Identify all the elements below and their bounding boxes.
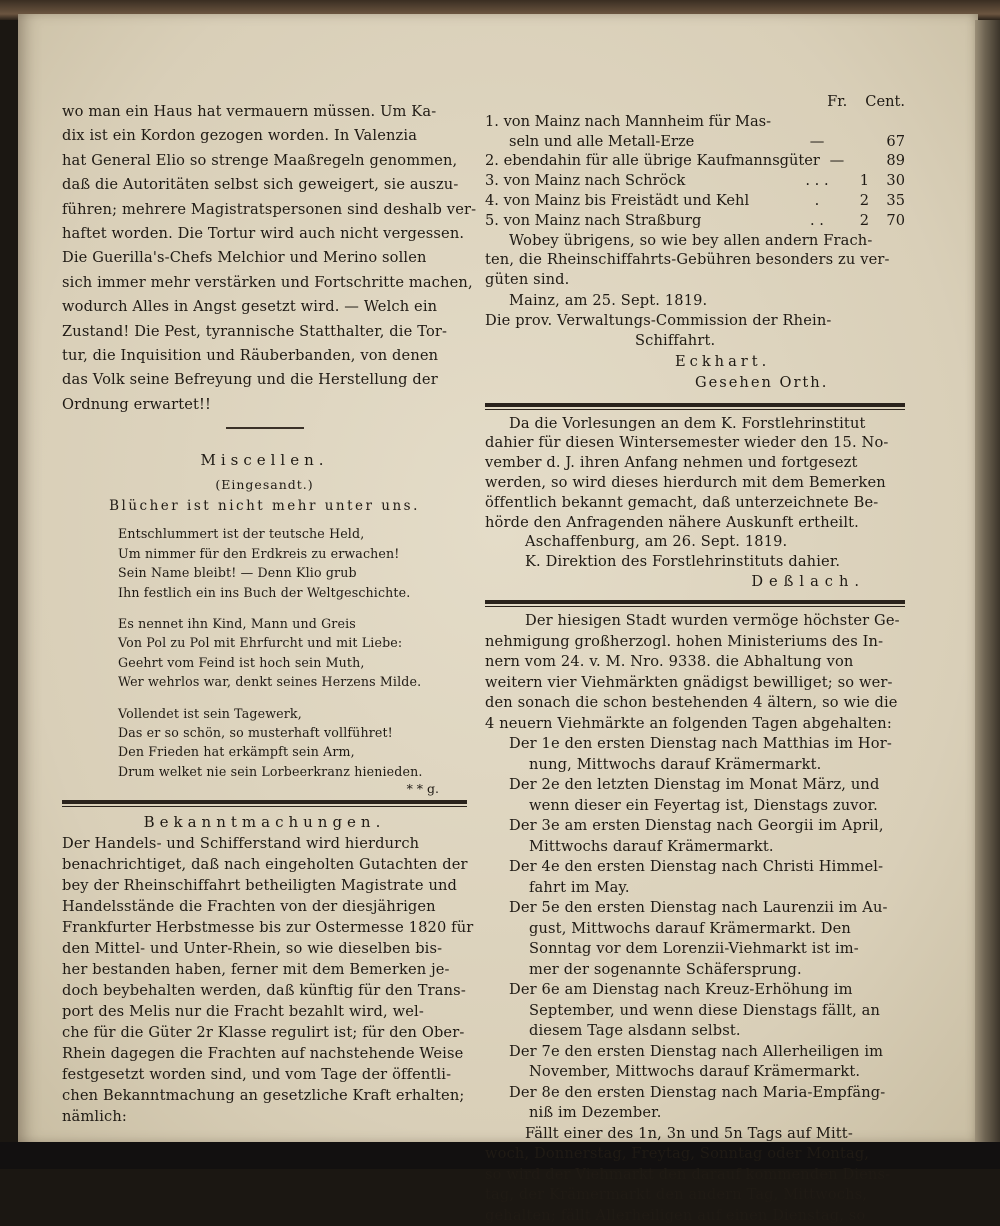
text-line: hat General Elio so strenge Maaßregeln genommen, <box>62 151 458 169</box>
text-line: nern vom 24. v. M. Nro. 9338. die Abhaltung von <box>485 653 854 671</box>
text-line: dahier für diesen Wintersemester wieder den 15. No- <box>485 434 889 452</box>
rate-fr <box>854 151 877 171</box>
market-entry <box>485 1083 905 1124</box>
section-divider <box>226 427 304 429</box>
market-entry-line: Der 8e den ersten Dienstag nach Maria-Empfäng- <box>509 1083 886 1101</box>
heavy-divider <box>485 600 905 607</box>
rate-route: 5. von Mainz nach Straßburg <box>485 211 702 229</box>
market-entry-line: wenn dieser ein Feyertag ist, Dienstags zuvor. <box>529 796 878 814</box>
miscellen-subheading: (Eingesandt.) <box>215 477 314 493</box>
poem <box>62 524 467 781</box>
text-line: daß die Autoritäten selbst sich geweigert, sie auszu- <box>62 176 459 194</box>
right-column <box>485 92 905 1226</box>
market-entry <box>485 775 905 816</box>
forst-notice <box>485 414 905 593</box>
left-column <box>62 100 477 1127</box>
text-line: Die prov. Verwaltungs-Commission der Rhein- <box>485 311 832 329</box>
poem-title: Blücher ist nicht mehr unter uns. <box>109 498 420 515</box>
page-edge <box>975 20 1000 1145</box>
text-line: den sonach die schon bestehenden 4 ältern, so wie die <box>485 694 898 712</box>
text-line: Ordnung erwartet!! <box>62 395 212 413</box>
market-entry-line: Der 2e den letzten Dienstag im Monat März, und <box>509 776 880 794</box>
rate-sep: . . <box>810 211 824 229</box>
text-line: port des Melis nur die Fracht bezahlt wird, wel- <box>62 1003 424 1021</box>
market-entry-line: nung, Mittwochs darauf Krämermarkt. <box>529 755 822 773</box>
market-entry <box>485 1042 905 1083</box>
text-line: Der hiesigen Stadt wurden vermöge höchster Ge- <box>525 612 900 630</box>
poem-line: Ihn festlich ein ins Buch der Weltgeschichte. <box>118 584 411 600</box>
market-entry <box>485 898 905 980</box>
market-entry <box>485 980 905 1042</box>
text-line: 4 neuern Viehmärkte an folgenden Tagen abgehalten: <box>485 714 892 732</box>
poem-line: Entschlummert ist der teutsche Held, <box>118 526 365 542</box>
poem-line: Es nennet ihn Kind, Mann und Greis <box>118 615 356 631</box>
text-line: Die Guerilla's-Chefs Melchior und Merino sollen <box>62 249 427 267</box>
text-line: das Volk seine Befreyung und die Herstellung der <box>62 371 438 389</box>
text-line: che für die Güter 2r Klasse regulirt ist; für den Ober- <box>62 1024 465 1042</box>
text-line: Der Handels- und Schifferstand wird hierdurch <box>62 835 420 853</box>
text-line: benachrichtiget, daß nach eingeholten Gutachten der <box>62 856 468 874</box>
rate-cent: 89 <box>886 152 905 170</box>
text-line: Wobey übrigens, so wie bey allen andern Frach- <box>509 231 873 249</box>
rate-row <box>485 211 905 231</box>
rate-sep: . <box>814 191 820 209</box>
rate-route: seln und alle Metall-Erze <box>509 132 695 150</box>
bekanntmachungen-section <box>62 813 474 1127</box>
text-line: Rhein dagegen die Frachten auf nachstehende Weise <box>62 1045 464 1063</box>
text-line: Handelsstände die Frachten von der diesjährigen <box>62 898 436 916</box>
market-entry <box>485 857 905 898</box>
text-line: Schiffahrt. <box>635 331 716 349</box>
rate-header-cent: Cent. <box>865 93 905 110</box>
market-entry-line: Der 5e den ersten Dienstag nach Laurenzii im Au- <box>509 899 888 917</box>
market-entry-line: niß im Dezember. <box>529 1104 662 1122</box>
rate-cent: 67 <box>886 132 905 150</box>
rate-sep: . . . <box>805 172 829 190</box>
text-line: woch, Donnerstag, Freytag, Sonntag oder Montag, <box>485 1145 870 1163</box>
market-entry-line: September, und wenn diese Dienstags fällt, an <box>529 1001 881 1019</box>
poem-stanza <box>118 614 467 692</box>
text-line: chen Bekanntmachung an gesetzliche Kraft erhalten; <box>62 1087 465 1105</box>
rate-note <box>485 231 905 290</box>
text-line: festgesetzt worden sind, und vom Tage der öffentli- <box>62 1066 452 1084</box>
freight-rate-table <box>485 92 905 393</box>
text-line: gehalten; fällt Allerheiligen auf einen Dienstag, so <box>485 1206 866 1224</box>
poem-signature: * * g. <box>406 781 439 797</box>
text-line: Da die Vorlesungen an dem K. Forstlehrinstitut <box>509 414 866 432</box>
aschaffenburg-dateline: Aschaffenburg, am 26. Sept. 1819. <box>525 533 788 551</box>
rate-row <box>485 171 905 191</box>
market-entries <box>485 734 905 1124</box>
signature-eckhart: Eckhart. <box>675 352 771 370</box>
rate-route: 4. von Mainz bis Freistädt und Kehl <box>485 191 750 209</box>
text-line: nämlich: <box>62 1108 127 1126</box>
rate-cent: 70 <box>886 211 905 229</box>
heavy-divider <box>485 403 905 410</box>
shipping-notice <box>62 833 474 1127</box>
market-entry-line: mer der sogenannte Schäfersprung. <box>529 960 802 978</box>
market-notice <box>485 611 905 1226</box>
text-line: bey der Rheinschiffahrt betheiligten Magistrate und <box>62 877 458 895</box>
market-entry-line: Der 7e den ersten Dienstag nach Allerheiligen im <box>509 1042 884 1060</box>
market-intro <box>485 611 905 734</box>
market-entry-line: gust, Mittwochs darauf Krämermarkt. Den <box>529 919 851 937</box>
poem-line: Um nimmer für den Erdkreis zu erwachen! <box>118 545 400 561</box>
rate-fr: 1 <box>859 172 869 190</box>
text-line: ten, die Rheinschiffahrts-Gebühren besonders zu ver- <box>485 251 890 269</box>
rate-route: 3. von Mainz nach Schröck <box>485 172 686 190</box>
text-line: weitern vier Viehmärkten gnädigst bewilliget; so wer- <box>485 673 893 691</box>
rate-header <box>485 92 905 112</box>
text-line: doch beybehalten werden, daß künftig für den Trans- <box>62 982 466 1000</box>
rate-authority <box>485 311 905 351</box>
market-entry-line: Mittwochs darauf Krämermarkt. <box>529 837 774 855</box>
rate-row <box>485 191 905 211</box>
forst-authority: K. Direktion des Forstlehrinstituts dahier. <box>525 553 841 571</box>
rate-cent: 30 <box>886 172 905 190</box>
text-line: wodurch Alles in Angst gesetzt wird. — Welch ein <box>62 298 438 316</box>
text-line: wo man ein Haus hat vermauern müssen. Um Ka- <box>62 103 437 120</box>
text-line: her bestanden haben, ferner mit dem Bemerken je- <box>62 961 450 979</box>
forst-signature: Deßlach. <box>751 573 865 591</box>
rate-sep: — <box>809 132 825 150</box>
poem-stanza <box>118 704 467 782</box>
text-line: öffentlich bekannt gemacht, daß unterzeichnete Be- <box>485 493 879 511</box>
rate-route: 1. von Mainz nach Mannheim für Mas- <box>485 112 772 130</box>
market-closing <box>485 1124 905 1226</box>
forst-text <box>485 414 905 533</box>
miscellen-section <box>62 451 467 796</box>
text-line: Zustand! Die Pest, tyrannische Statthalter, die Tor- <box>62 322 448 340</box>
poem-line: Geehrt vom Feind ist hoch sein Muth, <box>118 654 365 670</box>
rate-header-fr: Fr. <box>827 93 848 110</box>
rate-fr: 2 <box>859 191 869 209</box>
poem-line: Drum welket nie sein Lorbeerkranz hienieden. <box>118 763 423 779</box>
text-line: haftet worden. Die Tortur wird auch nicht vergessen. <box>62 225 465 243</box>
text-line: Fällt einer des 1n, 3n und 5n Tags auf Mitt- <box>525 1124 853 1142</box>
heavy-divider <box>62 800 467 807</box>
text-line: tur, die Inquisition und Räuberbanden, von denen <box>62 347 439 365</box>
poem-line: Sein Name bleibt! — Denn Klio grub <box>118 565 357 581</box>
text-line: dix ist ein Kordon gezogen worden. In Valenzia <box>62 127 418 145</box>
bekanntmachungen-heading: Bekanntmachungen. <box>143 813 386 832</box>
market-entry-line: fahrt im May. <box>529 878 630 896</box>
miscellen-heading: Miscellen. <box>200 451 329 470</box>
text-line: güten sind. <box>485 271 570 289</box>
market-entry-line: Der 6e am Dienstag nach Kreuz-Erhöhung im <box>509 981 853 999</box>
rate-row <box>485 151 905 171</box>
text-line: sich immer mehr verstärken und Fortschritte machen, <box>62 273 473 291</box>
text-line: so wird der Viehmarkt den darauf kommenden Diens- <box>485 1165 891 1183</box>
rate-row <box>485 132 905 152</box>
market-entry-line: diesem Tage alsdann selbst. <box>529 1022 741 1040</box>
signature-orth: Gesehen Orth. <box>695 373 829 391</box>
market-entry-line: November, Mittwochs darauf Krämermarkt. <box>529 1063 861 1081</box>
market-entry-line: Der 4e den ersten Dienstag nach Christi Himmel- <box>509 858 884 876</box>
market-entry-line: Der 1e den ersten Dienstag nach Matthias im Hor- <box>509 735 892 753</box>
rate-fr: 2 <box>859 211 869 229</box>
text-line: führen; mehrere Magistratspersonen sind deshalb ver- <box>62 200 477 218</box>
text-line: nehmigung großherzogl. hohen Ministeriums des In- <box>485 632 884 650</box>
market-entry-line: Sonntag vor dem Lorenzii-Viehmarkt ist im- <box>529 940 859 958</box>
poem-line: Von Pol zu Pol mit Ehrfurcht und mit Liebe: <box>118 635 403 651</box>
text-line: tag, der Krämermarkt den andern Tag, Mittwochs, <box>485 1186 868 1204</box>
poem-line: Wer wehrlos war, denkt seines Herzens Milde. <box>118 674 422 690</box>
text-line: vember d. J. ihren Anfang nehmen und fortgesezt <box>485 454 858 472</box>
intro-article <box>62 100 477 417</box>
rate-sep: — <box>829 152 845 170</box>
poem-line: Den Frieden hat erkämpft sein Arm, <box>118 744 355 760</box>
rate-cent: 35 <box>886 191 905 209</box>
mainz-dateline: Mainz, am 25. Sept. 1819. <box>509 291 708 309</box>
text-line: werden, so wird dieses hierdurch mit dem Bemerken <box>485 473 886 491</box>
poem-stanza <box>118 524 467 602</box>
text-line: Frankfurter Herbstmesse bis zur Ostermesse 1820 für <box>62 919 474 937</box>
text-line: hörde den Anfragenden nähere Auskunft ertheilt. <box>485 513 859 531</box>
market-entry <box>485 816 905 857</box>
poem-line: Das er so schön, so musterhaft vollführet! <box>118 724 393 740</box>
market-entry <box>485 734 905 775</box>
rate-route: 2. ebendahin für alle übrige Kaufmannsgüter <box>485 152 820 170</box>
rate-rows <box>485 112 905 231</box>
rate-fr <box>839 132 869 152</box>
text-line: den Mittel- und Unter-Rhein, so wie dieselben bis- <box>62 940 443 958</box>
market-entry-line: Der 3e am ersten Dienstag nach Georgii im April, <box>509 817 884 835</box>
poem-line: Vollendet ist sein Tagewerk, <box>118 705 302 721</box>
rate-row <box>485 112 905 132</box>
